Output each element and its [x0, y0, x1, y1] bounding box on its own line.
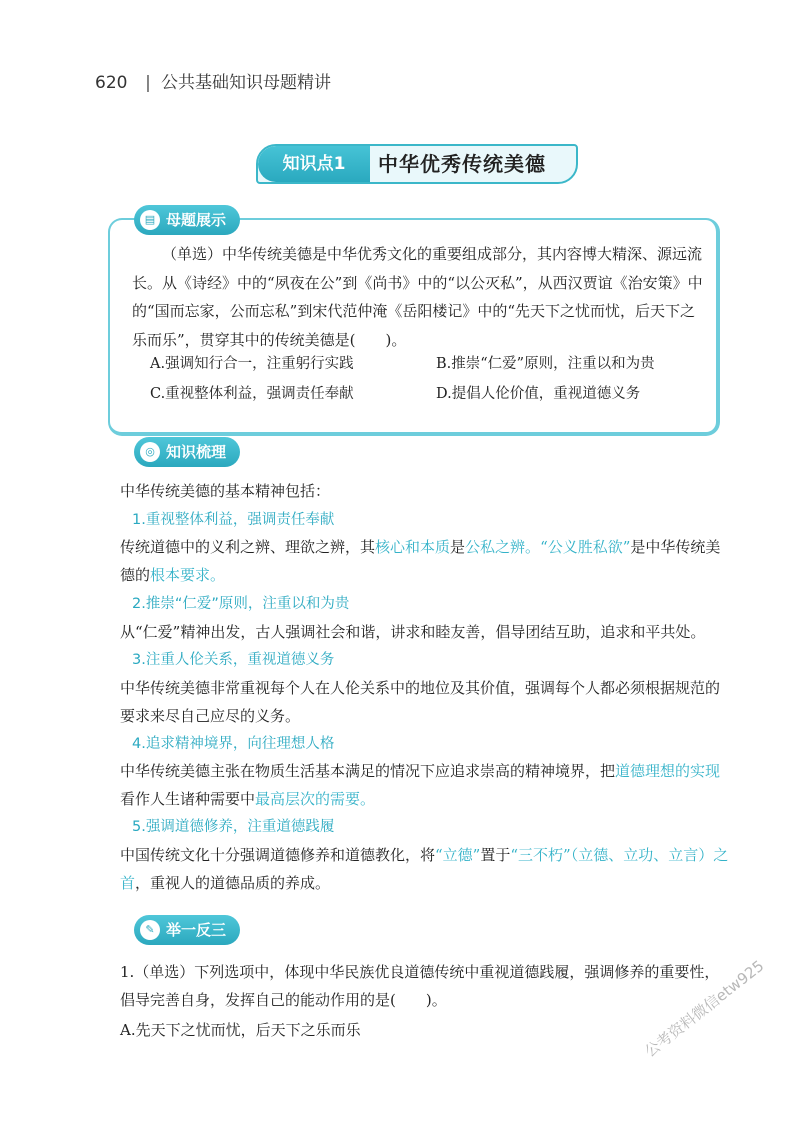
knowledge-heading-1: 1.重视整体利益，强调责任奉献 [132, 512, 335, 528]
knowledge-body-1 [120, 533, 730, 589]
mother-question-stem: （单选）中华传统美德是中华优秀文化的重要组成部分，其内容博大精深、源远流长。从《诗经》中的“夙夜在公”到《尚书》中的“以公灭私”，从西汉贾谊《治安策》中的“国而忘家，公而忘私”到宋代范仲淹《岳阳楼记》中的“先天下之忧而忧，后天下之乐而乐”，贯穿其中的传统美德是( )。 [132, 245, 703, 349]
section-title: 母题展示 [166, 211, 227, 229]
highlighted-text: “三不朽”（立德、立功、立言）之首 [120, 846, 729, 892]
section-pill-practice [134, 915, 240, 945]
knowledge-body-3 [120, 674, 730, 730]
section-title: 举一反三 [166, 921, 227, 939]
practice-option-a: A.先天下之忧而忧，后天下之乐而乐 [120, 1021, 361, 1039]
document-icon: ▤ [140, 210, 160, 230]
mother-question-box [108, 218, 720, 436]
body-text: 置于 [480, 846, 511, 864]
page-number: 620 [95, 73, 128, 93]
section-pill-knowledge [134, 437, 240, 467]
highlighted-text: “立德” [435, 846, 481, 864]
page-header [95, 68, 331, 93]
highlighted-text: 核心和本质 [375, 538, 451, 556]
body-text: 是中华传统美德的 [120, 538, 721, 584]
option-a: A.强调知行合一，注重躬行实践 [150, 356, 354, 372]
knowledge-heading-5: 5.强调道德修养，注重道德践履 [132, 819, 335, 835]
highlighted-text: “公义胜私欲” [540, 538, 631, 556]
book-icon: ◎ [140, 442, 160, 462]
body-text: 传统道德中的义利之辨、理欲之辨，其 [120, 538, 376, 556]
section-pill-mother-question [134, 205, 240, 235]
body-text: ，重视人的道德品质的养成。 [135, 874, 331, 892]
body-text: 从“仁爱”精神出发，古人强调社会和谐，讲求和睦友善，倡导团结互助，追求和平共处。 [120, 623, 706, 641]
body-text: 看作人生诸种需要中 [120, 790, 256, 808]
highlighted-text: 最高层次的需要。 [255, 790, 376, 808]
knowledge-body-5 [120, 841, 730, 897]
knowledge-heading-3: 3.注重人伦关系，重视道德义务 [132, 652, 335, 668]
header-separator: | [145, 73, 151, 93]
body-text: 中华传统美德主张在物质生活基本满足的情况下应追求崇高的精神境界，把 [120, 762, 616, 780]
knowledge-body-4 [120, 757, 730, 813]
practice-question: 1.（单选）下列选项中，体现中华民族优良道德传统中重视道德践履，强调修养的重要性，倡导完善自身，发挥自己的能动作用的是( )。 [120, 963, 720, 1009]
body-text: 是 [450, 538, 466, 556]
section-title: 知识梳理 [166, 443, 227, 461]
highlighted-text: 根本要求。 [150, 566, 226, 584]
body-text: 中华传统美德非常重视每个人在人伦关系中的地位及其价值，强调每个人都必须根据规范的要求来尽自己应尽的义务。 [120, 679, 721, 725]
knowledge-body-2 [120, 618, 730, 646]
pencil-icon: ✎ [140, 920, 160, 940]
knowledge-heading-4: 4.追求精神境界，向往理想人格 [132, 736, 335, 752]
watermark: 公考资料微信etw925 [641, 956, 768, 1061]
option-c: C.重视整体利益，强调责任奉献 [150, 386, 354, 402]
knowledge-heading-2: 2.推崇“仁爱”原则，注重以和为贵 [132, 596, 350, 612]
knowledge-intro: 中华传统美德的基本精神包括： [120, 482, 331, 500]
knowledge-point-tag: 知识点1 [258, 146, 370, 182]
body-text: 中国传统文化十分强调道德修养和道德教化，将 [120, 846, 436, 864]
highlighted-text: 道德理想的实现 [615, 762, 721, 780]
option-b: B.推崇“仁爱”原则，注重以和为贵 [436, 356, 655, 372]
option-d: D.提倡人伦价值，重视道德义务 [436, 386, 641, 402]
knowledge-point-title: 中华优秀传统美德 [378, 152, 546, 176]
knowledge-point-banner [256, 144, 578, 184]
book-title: 公共基础知识母题精讲 [161, 73, 331, 93]
highlighted-text: 公私之辨。 [465, 538, 541, 556]
